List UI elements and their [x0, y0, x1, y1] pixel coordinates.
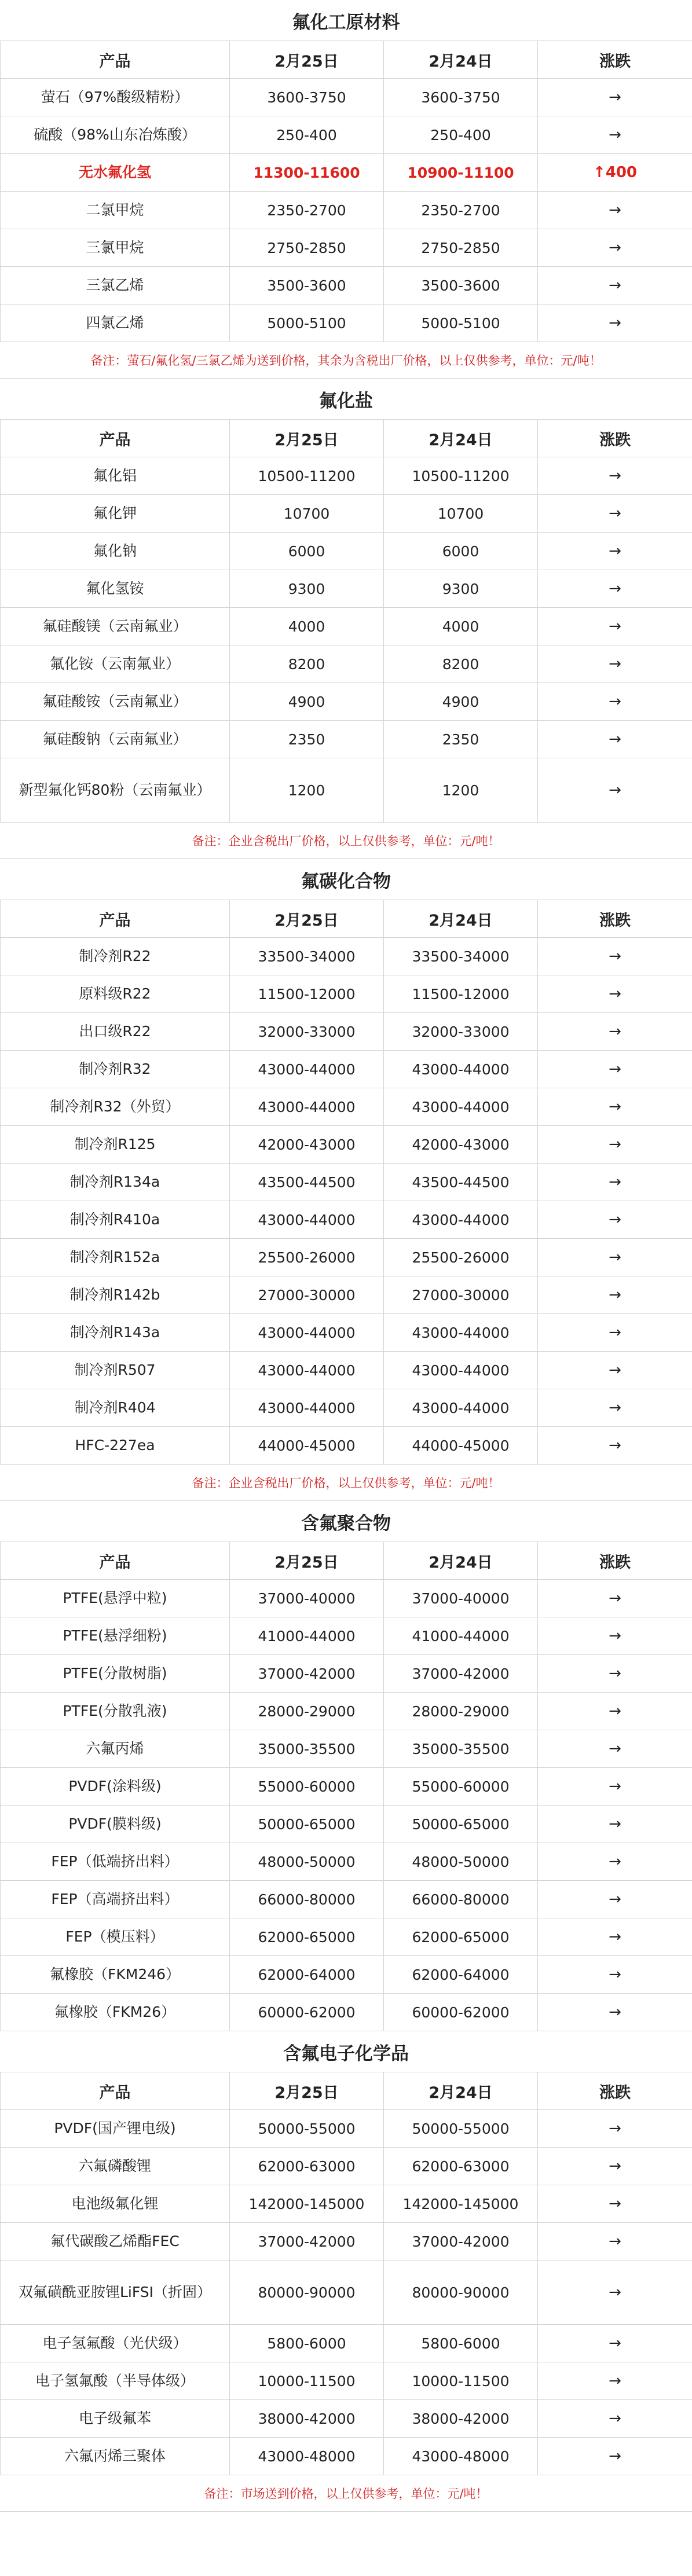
price-cell-date-2: 35000-35500	[384, 1730, 538, 1768]
price-cell-date-1: 3600-3750	[230, 79, 384, 116]
table-row	[1, 1201, 692, 1239]
change-cell: →	[538, 758, 692, 823]
table-row	[1, 1126, 692, 1164]
change-cell: →	[538, 1806, 692, 1843]
column-header-date-1: 2月25日	[230, 420, 384, 457]
change-cell: →	[538, 1918, 692, 1956]
price-cell-date-2: 2350	[384, 721, 538, 758]
price-cell-date-2: 10000-11500	[384, 2362, 538, 2400]
price-cell-date-2: 55000-60000	[384, 1768, 538, 1806]
table-row	[1, 457, 692, 495]
change-cell: →	[538, 608, 692, 645]
price-table	[0, 900, 692, 1465]
price-cell-date-2: 2750-2850	[384, 229, 538, 267]
change-cell: →	[538, 1051, 692, 1088]
price-cell-date-1: 28000-29000	[230, 1693, 384, 1730]
product-name-cell: 氟硅酸钠（云南氟业）	[1, 721, 230, 758]
table-row	[1, 608, 692, 645]
product-name-cell: 制冷剂R143a	[1, 1314, 230, 1352]
product-name-cell: PVDF(膜料级)	[1, 1806, 230, 1843]
table-row	[1, 1239, 692, 1276]
price-cell-date-1: 62000-65000	[230, 1918, 384, 1956]
change-cell: →	[538, 229, 692, 267]
table-header-row	[1, 900, 692, 938]
price-cell-date-2: 10700	[384, 495, 538, 533]
table-row	[1, 1918, 692, 1956]
column-header-date-2: 2月24日	[384, 2072, 538, 2110]
table-row	[1, 1427, 692, 1465]
table-row	[1, 975, 692, 1013]
price-cell-date-2: 62000-63000	[384, 2148, 538, 2185]
column-header-product: 产品	[1, 41, 230, 79]
table-row	[1, 2325, 692, 2362]
change-cell: →	[538, 1088, 692, 1126]
price-cell-date-2: 43000-48000	[384, 2438, 538, 2475]
product-name-cell: 氟硅酸镁（云南氟业）	[1, 608, 230, 645]
price-table	[0, 419, 692, 823]
price-cell-date-1: 37000-40000	[230, 1580, 384, 1617]
product-name-cell: 制冷剂R142b	[1, 1276, 230, 1314]
table-row	[1, 1994, 692, 2031]
product-name-cell: 硫酸（98%山东冶炼酸）	[1, 116, 230, 154]
section-note: 备注：萤石/氟化氢/三氯乙烯为送到价格，其余为含税出厂价格，以上仅供参考，单位：元/吨！	[0, 342, 692, 379]
product-name-cell: 氟化铵（云南氟业）	[1, 645, 230, 683]
price-cell-date-1: 3500-3600	[230, 267, 384, 304]
price-cell-date-2: 1200	[384, 758, 538, 823]
price-cell-date-1: 25500-26000	[230, 1239, 384, 1276]
product-name-cell: 六氟磷酸锂	[1, 2148, 230, 2185]
price-cell-date-1: 44000-45000	[230, 1427, 384, 1465]
price-cell-date-1: 10000-11500	[230, 2362, 384, 2400]
product-name-cell: FEP（模压料）	[1, 1918, 230, 1956]
price-cell-date-1: 43000-44000	[230, 1314, 384, 1352]
change-cell: →	[538, 1768, 692, 1806]
price-cell-date-2: 44000-45000	[384, 1427, 538, 1465]
change-cell: →	[538, 533, 692, 570]
change-cell: →	[538, 1126, 692, 1164]
price-cell-date-1: 2350-2700	[230, 192, 384, 229]
table-row	[1, 533, 692, 570]
product-name-cell: 制冷剂R152a	[1, 1239, 230, 1276]
product-name-cell: 制冷剂R22	[1, 938, 230, 975]
price-cell-date-2: 37000-42000	[384, 1655, 538, 1693]
section-title: 氟碳化合物	[301, 871, 391, 892]
column-header-product: 产品	[1, 900, 230, 938]
product-name-cell: 氟化铝	[1, 457, 230, 495]
price-cell-date-2: 41000-44000	[384, 1617, 538, 1655]
change-cell: →	[538, 1314, 692, 1352]
price-cell-date-2: 33500-34000	[384, 938, 538, 975]
change-cell: →	[538, 1730, 692, 1768]
price-cell-date-1: 2350	[230, 721, 384, 758]
price-cell-date-1: 142000-145000	[230, 2185, 384, 2223]
price-cell-date-2: 5800-6000	[384, 2325, 538, 2362]
price-cell-date-1: 50000-65000	[230, 1806, 384, 1843]
table-row	[1, 2400, 692, 2438]
price-cell-date-1: 55000-60000	[230, 1768, 384, 1806]
change-cell: →	[538, 2362, 692, 2400]
change-cell: →	[538, 1389, 692, 1427]
table-row	[1, 2438, 692, 2475]
table-row	[1, 1956, 692, 1994]
product-name-cell: PTFE(悬浮细粉)	[1, 1617, 230, 1655]
price-cell-date-2: 27000-30000	[384, 1276, 538, 1314]
price-cell-date-2: 4000	[384, 608, 538, 645]
change-cell: →	[538, 2261, 692, 2325]
table-row	[1, 267, 692, 304]
product-name-cell: PTFE(分散乳液)	[1, 1693, 230, 1730]
price-cell-date-2: 6000	[384, 533, 538, 570]
price-cell-date-2: 10500-11200	[384, 457, 538, 495]
table-header-row	[1, 420, 692, 457]
column-header-date-1: 2月25日	[230, 900, 384, 938]
price-cell-date-1: 62000-64000	[230, 1956, 384, 1994]
product-name-cell: PTFE(分散树脂)	[1, 1655, 230, 1693]
table-row	[1, 1164, 692, 1201]
product-name-cell: 电子氢氟酸（光伏级）	[1, 2325, 230, 2362]
change-cell: →	[538, 2110, 692, 2148]
table-row	[1, 116, 692, 154]
price-cell-date-1: 43500-44500	[230, 1164, 384, 1201]
product-name-cell: 无水氟化氢	[1, 154, 230, 192]
price-table	[0, 2072, 692, 2475]
table-row	[1, 1730, 692, 1768]
table-row	[1, 1389, 692, 1427]
column-header-change: 涨跌	[538, 1542, 692, 1580]
section-title: 氟化盐	[319, 390, 373, 412]
price-cell-date-2: 43000-44000	[384, 1314, 538, 1352]
price-cell-date-1: 43000-44000	[230, 1389, 384, 1427]
price-cell-date-1: 9300	[230, 570, 384, 608]
change-cell: →	[538, 1580, 692, 1617]
price-cell-date-2: 62000-65000	[384, 1918, 538, 1956]
section-title: 含氟聚合物	[301, 1513, 391, 1534]
product-name-cell: 氟化钾	[1, 495, 230, 533]
column-header-product: 产品	[1, 420, 230, 457]
price-cell-date-2: 9300	[384, 570, 538, 608]
table-row	[1, 1843, 692, 1881]
price-cell-date-1: 37000-42000	[230, 2223, 384, 2261]
change-cell: →	[538, 683, 692, 721]
column-header-date-2: 2月24日	[384, 1542, 538, 1580]
product-name-cell: 电子氢氟酸（半导体级）	[1, 2362, 230, 2400]
table-row	[1, 1881, 692, 1918]
price-cell-date-1: 11500-12000	[230, 975, 384, 1013]
change-cell: →	[538, 1427, 692, 1465]
table-row	[1, 2362, 692, 2400]
change-cell: ↑400	[538, 154, 692, 192]
product-name-cell: 制冷剂R410a	[1, 1201, 230, 1239]
table-row	[1, 570, 692, 608]
table-row	[1, 683, 692, 721]
product-name-cell: 电子级氟苯	[1, 2400, 230, 2438]
column-header-date-2: 2月24日	[384, 41, 538, 79]
price-cell-date-2: 43000-44000	[384, 1051, 538, 1088]
column-header-date-1: 2月25日	[230, 41, 384, 79]
change-cell: →	[538, 1994, 692, 2031]
price-cell-date-1: 33500-34000	[230, 938, 384, 975]
price-cell-date-1: 48000-50000	[230, 1843, 384, 1881]
price-cell-date-2: 50000-65000	[384, 1806, 538, 1843]
price-cell-date-1: 38000-42000	[230, 2400, 384, 2438]
change-cell: →	[538, 2400, 692, 2438]
change-cell: →	[538, 570, 692, 608]
product-name-cell: 制冷剂R507	[1, 1352, 230, 1389]
price-cell-date-1: 35000-35500	[230, 1730, 384, 1768]
change-cell: →	[538, 2438, 692, 2475]
price-cell-date-1: 10500-11200	[230, 457, 384, 495]
change-cell: →	[538, 938, 692, 975]
product-name-cell: 原料级R22	[1, 975, 230, 1013]
change-cell: →	[538, 721, 692, 758]
product-name-cell: PTFE(悬浮中粒)	[1, 1580, 230, 1617]
table-row	[1, 1088, 692, 1126]
product-name-cell: 六氟丙烯三聚体	[1, 2438, 230, 2475]
price-cell-date-2: 50000-55000	[384, 2110, 538, 2148]
price-cell-date-2: 5000-5100	[384, 304, 538, 342]
column-header-date-2: 2月24日	[384, 900, 538, 938]
change-cell: →	[538, 1164, 692, 1201]
product-name-cell: HFC-227ea	[1, 1427, 230, 1465]
table-header-row	[1, 1542, 692, 1580]
product-name-cell: 六氟丙烯	[1, 1730, 230, 1768]
change-cell: →	[538, 1201, 692, 1239]
table-row	[1, 1693, 692, 1730]
price-cell-date-1: 5800-6000	[230, 2325, 384, 2362]
table-row	[1, 495, 692, 533]
change-cell: →	[538, 1617, 692, 1655]
price-cell-date-1: 8200	[230, 645, 384, 683]
change-cell: →	[538, 192, 692, 229]
table-row	[1, 2148, 692, 2185]
price-cell-date-1: 62000-63000	[230, 2148, 384, 2185]
price-cell-date-1: 80000-90000	[230, 2261, 384, 2325]
price-cell-date-1: 43000-44000	[230, 1051, 384, 1088]
change-cell: →	[538, 975, 692, 1013]
product-name-cell: 氟硅酸铵（云南氟业）	[1, 683, 230, 721]
price-cell-date-1: 43000-48000	[230, 2438, 384, 2475]
table-row	[1, 1352, 692, 1389]
change-cell: →	[538, 457, 692, 495]
price-cell-date-1: 5000-5100	[230, 304, 384, 342]
column-header-date-2: 2月24日	[384, 420, 538, 457]
price-cell-date-2: 66000-80000	[384, 1881, 538, 1918]
table-row	[1, 1768, 692, 1806]
change-cell: →	[538, 2148, 692, 2185]
product-name-cell: 三氯甲烷	[1, 229, 230, 267]
price-cell-date-2: 37000-42000	[384, 2223, 538, 2261]
price-cell-date-2: 38000-42000	[384, 2400, 538, 2438]
product-name-cell: 双氟磺酰亚胺锂LiFSI（折固）	[1, 2261, 230, 2325]
price-cell-date-2: 62000-64000	[384, 1956, 538, 1994]
price-cell-date-1: 11300-11600	[230, 154, 384, 192]
price-cell-date-2: 43000-44000	[384, 1201, 538, 1239]
change-cell: →	[538, 267, 692, 304]
price-cell-date-2: 250-400	[384, 116, 538, 154]
price-cell-date-1: 43000-44000	[230, 1088, 384, 1126]
column-header-date-1: 2月25日	[230, 1542, 384, 1580]
table-header-row	[1, 2072, 692, 2110]
product-name-cell: 氟化钠	[1, 533, 230, 570]
price-cell-date-1: 66000-80000	[230, 1881, 384, 1918]
price-cell-date-2: 43500-44500	[384, 1164, 538, 1201]
change-cell: →	[538, 1956, 692, 1994]
change-cell: →	[538, 1013, 692, 1051]
product-name-cell: 氟化氢铵	[1, 570, 230, 608]
change-cell: →	[538, 1881, 692, 1918]
section-note: 备注：市场送到价格，以上仅供参考，单位：元/吨！	[0, 2475, 692, 2512]
change-cell: →	[538, 1655, 692, 1693]
price-cell-date-1: 250-400	[230, 116, 384, 154]
column-header-product: 产品	[1, 1542, 230, 1580]
table-row	[1, 938, 692, 975]
column-header-change: 涨跌	[538, 900, 692, 938]
price-table	[0, 1542, 692, 2031]
change-cell: →	[538, 1276, 692, 1314]
product-name-cell: 出口级R22	[1, 1013, 230, 1051]
price-cell-date-1: 4900	[230, 683, 384, 721]
product-name-cell: 氟橡胶（FKM26）	[1, 1994, 230, 2031]
table-row	[1, 1655, 692, 1693]
price-cell-date-1: 43000-44000	[230, 1352, 384, 1389]
price-cell-date-1: 2750-2850	[230, 229, 384, 267]
product-name-cell: 四氯乙烯	[1, 304, 230, 342]
price-cell-date-2: 80000-90000	[384, 2261, 538, 2325]
price-cell-date-1: 42000-43000	[230, 1126, 384, 1164]
column-header-date-1: 2月25日	[230, 2072, 384, 2110]
price-cell-date-2: 32000-33000	[384, 1013, 538, 1051]
product-name-cell: 新型氟化钙80粉（云南氟业）	[1, 758, 230, 823]
product-name-cell: 制冷剂R32	[1, 1051, 230, 1088]
section-note: 备注：企业含税出厂价格，以上仅供参考，单位：元/吨！	[0, 823, 692, 859]
change-cell: →	[538, 79, 692, 116]
table-row	[1, 758, 692, 823]
product-name-cell: 电池级氟化锂	[1, 2185, 230, 2223]
price-table	[0, 41, 692, 342]
table-row	[1, 645, 692, 683]
price-cell-date-2: 11500-12000	[384, 975, 538, 1013]
price-cell-date-2: 60000-62000	[384, 1994, 538, 2031]
change-cell: →	[538, 495, 692, 533]
change-cell: →	[538, 1352, 692, 1389]
table-row	[1, 192, 692, 229]
section-note: 备注：企业含税出厂价格，以上仅供参考，单位：元/吨！	[0, 1465, 692, 1501]
change-cell: →	[538, 1693, 692, 1730]
table-row	[1, 721, 692, 758]
price-cell-date-1: 4000	[230, 608, 384, 645]
price-cell-date-2: 25500-26000	[384, 1239, 538, 1276]
price-cell-date-2: 8200	[384, 645, 538, 683]
price-cell-date-2: 4900	[384, 683, 538, 721]
change-cell: →	[538, 116, 692, 154]
table-row	[1, 1051, 692, 1088]
table-header-row	[1, 41, 692, 79]
table-row	[1, 1617, 692, 1655]
column-header-change: 涨跌	[538, 2072, 692, 2110]
section-title: 氟化工原材料	[292, 12, 400, 33]
column-header-change: 涨跌	[538, 41, 692, 79]
price-cell-date-1: 27000-30000	[230, 1276, 384, 1314]
product-name-cell: PVDF(国产锂电级)	[1, 2110, 230, 2148]
table-row	[1, 1314, 692, 1352]
price-cell-date-1: 60000-62000	[230, 1994, 384, 2031]
price-cell-date-2: 142000-145000	[384, 2185, 538, 2223]
price-cell-date-2: 3500-3600	[384, 267, 538, 304]
price-cell-date-1: 6000	[230, 533, 384, 570]
product-name-cell: 二氯甲烷	[1, 192, 230, 229]
change-cell: →	[538, 2325, 692, 2362]
table-row	[1, 1806, 692, 1843]
change-cell: →	[538, 1843, 692, 1881]
price-cell-date-1: 43000-44000	[230, 1201, 384, 1239]
table-row	[1, 229, 692, 267]
price-cell-date-1: 1200	[230, 758, 384, 823]
product-name-cell: 制冷剂R32（外贸）	[1, 1088, 230, 1126]
column-header-product: 产品	[1, 2072, 230, 2110]
product-name-cell: PVDF(涂料级)	[1, 1768, 230, 1806]
price-cell-date-2: 37000-40000	[384, 1580, 538, 1617]
product-name-cell: 制冷剂R404	[1, 1389, 230, 1427]
table-row	[1, 2110, 692, 2148]
change-cell: →	[538, 2223, 692, 2261]
change-cell: →	[538, 2185, 692, 2223]
table-row	[1, 1276, 692, 1314]
product-name-cell: 氟橡胶（FKM246）	[1, 1956, 230, 1994]
product-name-cell: FEP（低端挤出料）	[1, 1843, 230, 1881]
table-row	[1, 1013, 692, 1051]
product-name-cell: FEP（高端挤出料）	[1, 1881, 230, 1918]
column-header-change: 涨跌	[538, 420, 692, 457]
price-cell-date-1: 37000-42000	[230, 1655, 384, 1693]
change-cell: →	[538, 1239, 692, 1276]
price-cell-date-2: 10900-11100	[384, 154, 538, 192]
product-name-cell: 三氯乙烯	[1, 267, 230, 304]
price-cell-date-2: 48000-50000	[384, 1843, 538, 1881]
product-name-cell: 萤石（97%酸级精粉）	[1, 79, 230, 116]
product-name-cell: 制冷剂R125	[1, 1126, 230, 1164]
table-row	[1, 2223, 692, 2261]
price-cell-date-2: 3600-3750	[384, 79, 538, 116]
section-title: 含氟电子化学品	[283, 2043, 409, 2064]
price-cell-date-2: 2350-2700	[384, 192, 538, 229]
table-row	[1, 1580, 692, 1617]
price-cell-date-2: 43000-44000	[384, 1088, 538, 1126]
price-cell-date-2: 42000-43000	[384, 1126, 538, 1164]
price-cell-date-1: 50000-55000	[230, 2110, 384, 2148]
price-cell-date-2: 43000-44000	[384, 1352, 538, 1389]
change-cell: →	[538, 304, 692, 342]
change-cell: →	[538, 645, 692, 683]
product-name-cell: 氟代碳酸乙烯酯FEC	[1, 2223, 230, 2261]
price-cell-date-2: 43000-44000	[384, 1389, 538, 1427]
table-row	[1, 2185, 692, 2223]
table-row	[1, 79, 692, 116]
product-name-cell: 制冷剂R134a	[1, 1164, 230, 1201]
price-cell-date-1: 10700	[230, 495, 384, 533]
price-cell-date-1: 32000-33000	[230, 1013, 384, 1051]
price-cell-date-1: 41000-44000	[230, 1617, 384, 1655]
table-row	[1, 2261, 692, 2325]
table-row	[1, 154, 692, 192]
table-row	[1, 304, 692, 342]
price-cell-date-2: 28000-29000	[384, 1693, 538, 1730]
